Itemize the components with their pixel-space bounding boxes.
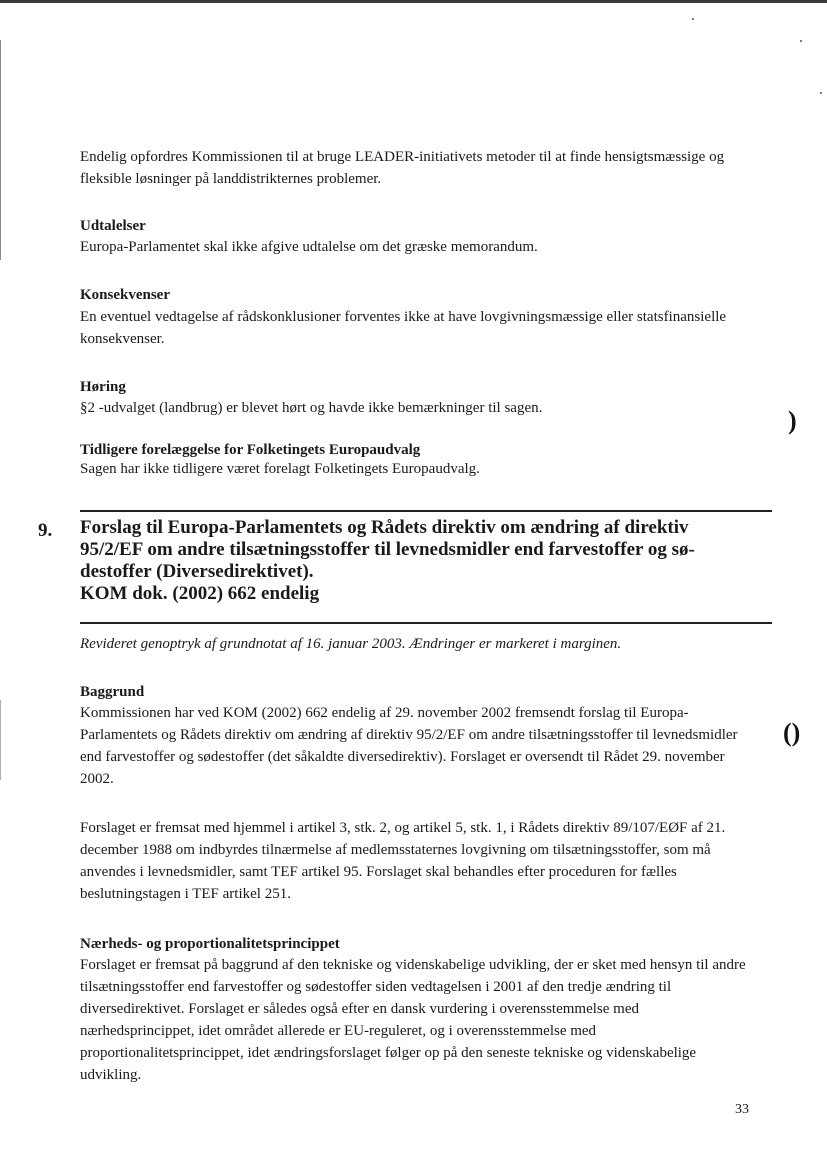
scan-speck [692,18,694,20]
margin-change-mark: ) [788,406,797,435]
scan-speck [820,92,822,94]
heading-naerhed: Nærheds- og proportionalitetsprincippet [80,936,340,952]
scan-speck [800,40,802,42]
scan-edge-left [0,40,1,260]
margin-change-mark: () [783,718,801,747]
revision-note: Revideret genoptryk af grundnotat af 16. januar 2003. Ændringer er markeret i marginen. [80,636,622,652]
item-title-line: destoffer (Diversedirektivet). [80,561,314,582]
item-title-line: Forslag til Europa-Parlamentets og Rådets direktiv om ændring af direktiv [80,517,689,538]
section-rule-top [80,510,772,512]
paragraph-leader: Endelig opfordres Kommissionen til at bruge LEADER-initiativets metoder til at finde hensigtsmæssige og fleksible løsninger på landdistrikternes problemer. [80,149,725,187]
section-rule-bottom [80,622,772,624]
heading-konsekvenser: Konsekvenser [80,287,170,303]
scan-edge-left-lower [0,700,1,780]
page-number: 33 [735,1102,749,1117]
text-naerhed: Forslaget er fremsat på baggrund af den tekniske og videnskabelige udvikling, der er sket med hensyn til andre tilsætningsstoffer end farvestoffer og sødestoffer siden vedtagelsen i 2001 af den tredje ændring til diversedirektivet. Forslaget er således også efter en dansk vurdering i overensstemmelse med nærhedsprincippet, idet området allerede er EU-reguleret, og i overensstemmelse med proportionalitetsprincippet, idet ændringsforslaget følger op på den seneste tekniske og videnskabelige udvikling. [80,957,746,1083]
item-title-line: 95/2/EF om andre tilsætningsstoffer til levnedsmidler end farvestoffer og sø- [80,539,695,560]
item-title-line: KOM dok. (2002) 662 endelig [80,583,320,604]
text-konsekvenser: En eventuel vedtagelse af rådskonklusioner forventes ikke at have lovgivningsmæssige eller statsfinansielle konsekvenser. [80,309,727,347]
item-title [80,517,760,605]
heading-tidligere: Tidligere forelæggelse for Folketingets Europaudvalg [80,442,421,458]
heading-udtalelser: Udtalelser [80,218,146,234]
text-udtalelser: Europa-Parlamentet skal ikke afgive udtalelse om det græske memorandum. [80,239,538,255]
text-hoering: §2 -udvalget (landbrug) er blevet hørt og havde ikke bemærkninger til sagen. [80,400,543,416]
item-number: 9. [38,520,53,541]
text-baggrund: Kommissionen har ved KOM (2002) 662 endelig af 29. november 2002 fremsendt forslag til Europa-Parlamentets og Rådets direktiv om ændring af direktiv 95/2/EF om andre tilsætningsstoffer til levnedsmidler end farvestoffer og sødestoffer (det såkaldte diversedirektiv). Forslaget er oversendt til Rådet 29. november 2002. [80,705,738,787]
heading-baggrund: Baggrund [80,684,145,700]
text-hjemmel: Forslaget er fremsat med hjemmel i artikel 3, stk. 2, og artikel 5, stk. 1, i Rådets direktiv 89/107/EØF af 21. december 1988 om indbyrdes tilnærmelse af medlemsstaternes lovgivning om tilsætningsstoffer, som må anvendes i levnedsmidler, samt TEF artikel 95. Forslaget skal behandles efter proceduren for fælles beslutningstagen i TEF artikel 251. [80,820,726,902]
scan-edge-top [0,0,827,3]
heading-hoering: Høring [80,379,126,395]
text-tidligere: Sagen har ikke tidligere været forelagt Folketingets Europaudvalg. [80,461,480,477]
